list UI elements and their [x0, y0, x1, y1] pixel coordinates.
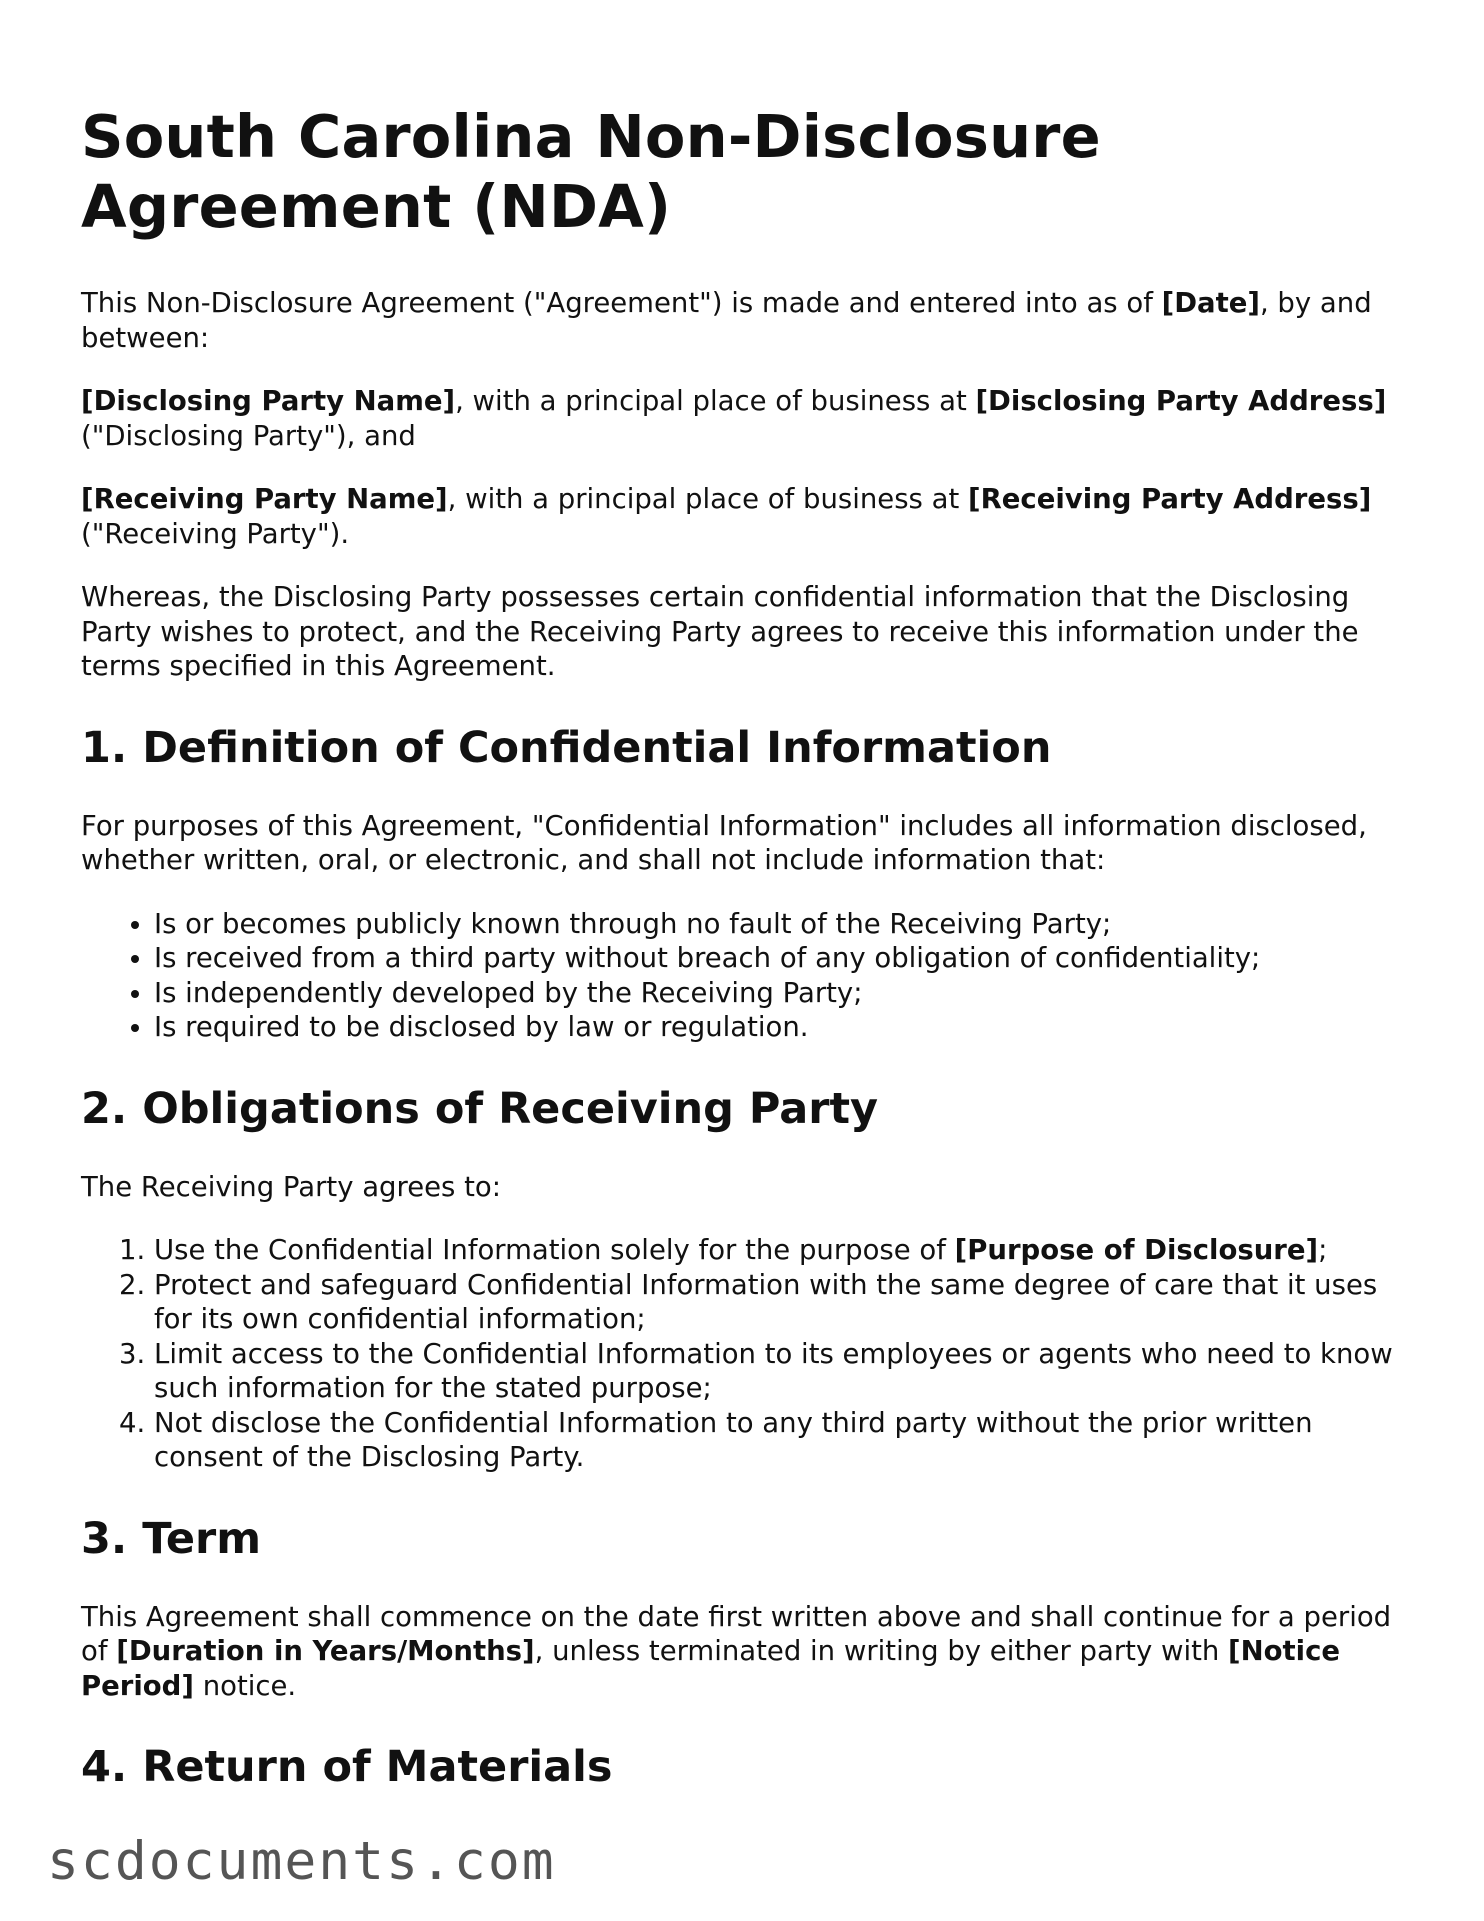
disclosing-party-address: [Disclosing Party Address]	[975, 385, 1387, 417]
list-item: • Is or becomes publicly known through no fault of the Receiving Party;	[154, 907, 1411, 942]
obligation-end: ;	[1318, 1234, 1328, 1266]
watermark-text: scdocuments.com	[47, 1831, 556, 1892]
section-3-text	[81, 1600, 1411, 1704]
term-text: This Agreement shall commence on the date first written above and shall continue for a period of	[81, 1600, 1392, 1667]
list-item	[154, 1233, 1411, 1268]
section-4-heading: 4. Return of Materials	[81, 1742, 613, 1792]
document-page	[81, 102, 1411, 1828]
section-1-text: For purposes of this Agreement, "Confidential Information" includes all information disclosed, whether written, oral, or electronic, and shall not include information that:	[81, 809, 1367, 876]
intro-text: This Non-Disclosure Agreement ("Agreement") is made and entered into as of	[81, 287, 1162, 319]
disclosing-party-name: [Disclosing Party Name]	[81, 385, 456, 417]
obligation-text: Use the Confidential Information solely for the purpose of	[154, 1234, 955, 1266]
receiving-text-end: ("Receiving Party").	[81, 517, 350, 550]
term-text-end: notice.	[193, 1669, 297, 1702]
whereas-paragraph: Whereas, the Disclosing Party possesses certain confidential information that the Disclosing Party wishes to protect, and the Receiving Party agrees to receive this information under the terms specified in this Agreement.	[81, 581, 1359, 682]
section-2-heading: 2. Obligations of Receiving Party	[81, 1083, 879, 1134]
term-text-mid: , unless terminated in writing by either party with	[534, 1635, 1229, 1667]
section-2-text: The Receiving Party agrees to:	[81, 1170, 501, 1203]
list-item: 3. Limit access to the Confidential Information to its employees or agents who need to know such information for the stated purpose;	[154, 1337, 1411, 1406]
date-placeholder: [Date]	[1161, 287, 1260, 319]
receiving-party-address: [Receiving Party Address]	[968, 483, 1372, 515]
receiving-text: , with a principal place of business at	[447, 483, 968, 515]
list-item: • Is received from a third party without breach of any obligation of confidentiality;	[154, 941, 1411, 976]
section-1-heading: 1. Definition of Confidential Information	[81, 722, 1052, 773]
obligations-list	[81, 1233, 1411, 1475]
intro-paragraph	[81, 286, 1411, 355]
notice-placeholder: [Notice Period]	[81, 1635, 1341, 1702]
exclusions-list	[81, 907, 1411, 1045]
section-3-heading: 3. Term	[81, 1513, 262, 1564]
receiving-party-name: [Receiving Party Name]	[81, 483, 448, 515]
disclosing-text: , with a principal place of business at	[455, 385, 976, 417]
disclosing-text-end: ("Disclosing Party"), and	[81, 419, 416, 452]
list-item: 4. Not disclose the Confidential Information to any third party without the prior written consent of the Disclosing Party.	[154, 1406, 1411, 1475]
duration-placeholder: [Duration in Years/Months]	[116, 1635, 535, 1667]
document-title: South Carolina Non-Disclosure Agreement (NDA)	[81, 102, 1101, 241]
list-item: • Is independently developed by the Receiving Party;	[154, 976, 1411, 1011]
list-item: • Is required to be disclosed by law or regulation.	[154, 1010, 1411, 1045]
disclosing-party-paragraph	[81, 384, 1411, 453]
list-item: 2. Protect and safeguard Confidential Information with the same degree of care that it uses for its own confidential information;	[154, 1268, 1411, 1337]
purpose-placeholder: [Purpose of Disclosure]	[954, 1234, 1319, 1266]
intro-text-end: , by and between:	[81, 287, 1372, 354]
receiving-party-paragraph	[81, 482, 1411, 551]
